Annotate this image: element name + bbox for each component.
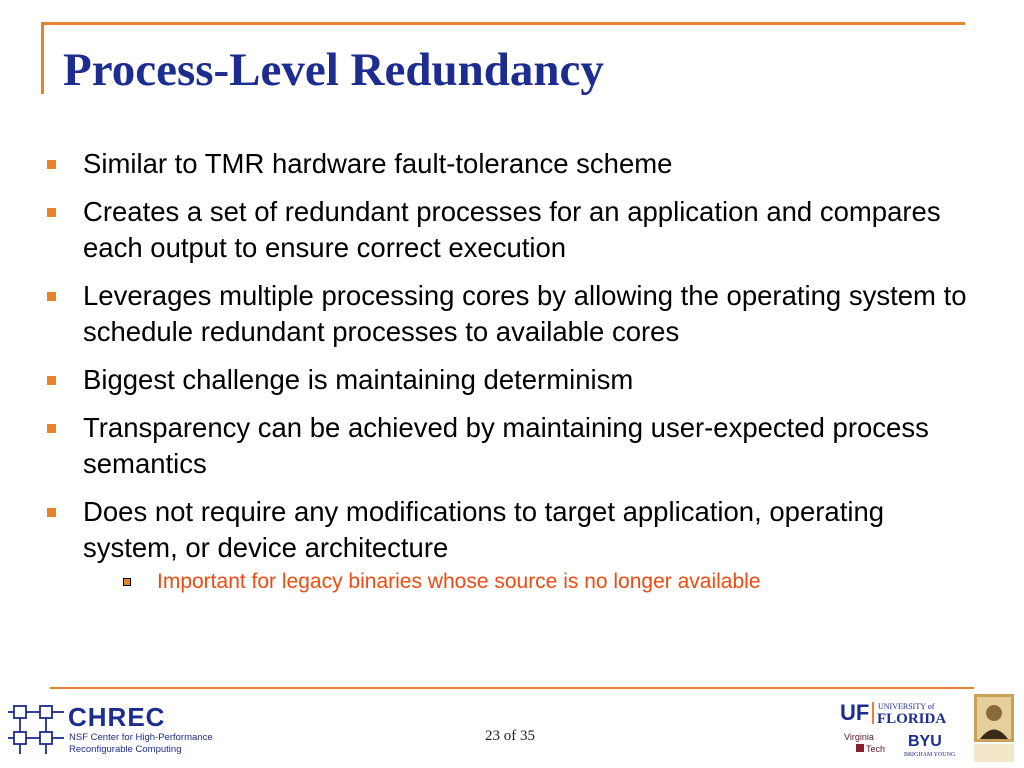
hollow-square-bullet-icon — [123, 578, 131, 586]
bullet-item — [46, 146, 976, 182]
chrec-logo — [8, 698, 218, 760]
svg-text:Virginia: Virginia — [844, 732, 874, 742]
bullet-text: Similar to TMR hardware fault-tolerance scheme — [83, 148, 673, 179]
square-bullet-icon — [47, 292, 56, 301]
square-bullet-icon — [47, 376, 56, 385]
bullet-text: Biggest challenge is maintaining determinism — [83, 364, 634, 395]
svg-text:UF: UF — [840, 700, 870, 725]
chrec-subtitle-line1: NSF Center for High-Performance — [69, 732, 213, 743]
bullet-text: Does not require any modifications to target application, operating system, or device architecture — [83, 496, 885, 563]
page-number: 23 of 35 — [485, 728, 535, 744]
bullet-text: Transparency can be achieved by maintaining user-expected process semantics — [83, 412, 929, 479]
svg-text:FLORIDA: FLORIDA — [877, 711, 947, 727]
svg-text:Tech: Tech — [866, 744, 886, 754]
slide-title: Process-Level Redundancy — [63, 44, 604, 96]
gwu-portrait-icon — [974, 694, 1014, 762]
footer-rule — [50, 687, 974, 689]
bullet-item — [46, 494, 976, 596]
byu-logo — [904, 733, 956, 758]
bullet-text: Leverages multiple processing cores by allowing the operating system to schedule redundant processes to available cores — [83, 280, 967, 347]
bullet-item — [46, 410, 976, 482]
bullet-item — [46, 362, 976, 398]
bullet-list — [46, 146, 976, 608]
sub-bullet-text: Important for legacy binaries whose source is no longer available — [157, 570, 761, 593]
svg-text:UNIVERSITY of: UNIVERSITY of — [878, 702, 935, 711]
uf-logo — [840, 700, 946, 727]
square-bullet-icon — [47, 508, 56, 517]
circuit-icon — [8, 706, 64, 754]
frame-top-line — [41, 22, 965, 25]
chrec-subtitle-line2: Reconfigurable Computing — [69, 744, 182, 755]
bullet-text: Creates a set of redundant processes for an application and compares each output to ensure correct execution — [83, 196, 941, 263]
sub-bullet-item — [83, 568, 976, 596]
square-bullet-icon — [47, 208, 56, 217]
square-bullet-icon — [47, 160, 56, 169]
partner-logos — [830, 692, 1020, 764]
frame-left-line — [41, 22, 44, 94]
svg-text:BYU: BYU — [908, 733, 942, 750]
square-bullet-icon — [47, 424, 56, 433]
bullet-item — [46, 194, 976, 266]
bullet-item — [46, 278, 976, 350]
chrec-wordmark: CHREC — [68, 702, 166, 732]
svg-text:BRIGHAM YOUNG: BRIGHAM YOUNG — [904, 752, 956, 758]
virginia-tech-logo — [844, 732, 885, 754]
